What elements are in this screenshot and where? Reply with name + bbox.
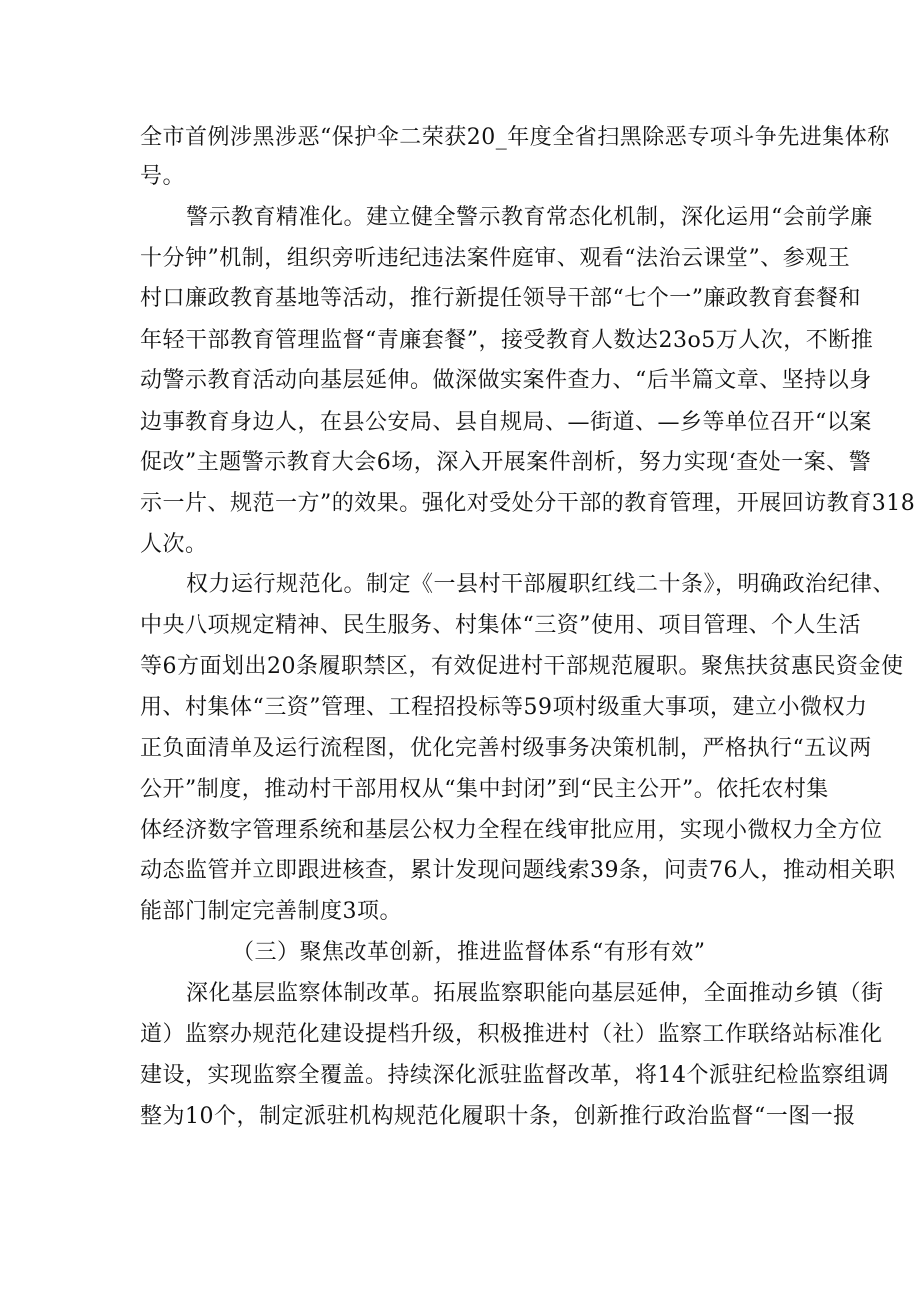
paragraph-line: 建设，实现监察全覆盖。持续深化派驻监督改革，将14个派驻纪检监察组调 — [140, 1063, 889, 1088]
paragraph-line: 等6方面划出20条履职禁区，有效促进村干部规范履职。聚焦扶贫惠民资金使 — [140, 654, 904, 679]
paragraph-line: 公开”制度，推动村干部用权从“集中封闭”到“民主公开”。依托农村集 — [140, 777, 829, 802]
paragraph-line: 边事教育身边人，在县公安局、县自规局、—街道、—乡等单位召开“以案 — [140, 410, 872, 435]
paragraph-line: 村口廉政教育基地等活动，推行新提任领导干部“七个一”廉政教育套餐和 — [140, 286, 861, 311]
paragraph-line: 中央八项规定精神、民生服务、村集体“三资”使用、项目管理、个人生活 — [140, 613, 861, 638]
paragraph-line: 号。 — [140, 164, 186, 189]
paragraph-line: 警示教育精准化。建立健全警示教育常态化机制，深化运用“会前学廉 — [186, 205, 873, 230]
paragraph-line: 动态监管并立即跟进核查，累计发现问题线索39条，问责76人，推动相关职 — [140, 858, 896, 883]
paragraph-line: 深化基层监察体制改革。拓展监察职能向基层延伸，全面推动乡镇（街 — [186, 981, 884, 1006]
paragraph-line: 道）监察办规范化建设提档升级，积极推进村（社）监察工作联络站标准化 — [140, 1022, 883, 1047]
paragraph-line: 权力运行规范化。制定《一县村干部履职红线二十条》，明确政治纪律、 — [186, 572, 896, 597]
paragraph-line: 示一片、规范一方”的效果。强化对受处分干部的教育管理，开展回访教育318 — [140, 491, 916, 516]
paragraph-line: 正负面清单及运行流程图，优化完善村级事务决策机制，严格执行“五议两 — [140, 736, 872, 761]
paragraph-line: 整为10个，制定派驻机构规范化履职十条，创新推行政治监督“一图一报 — [140, 1104, 856, 1129]
section-heading: （三）聚焦改革创新，推进监督体系“有形有效” — [232, 940, 706, 965]
paragraph-line: 十分钟”机制，组织旁听违纪违法案件庭审、观看“法治云课堂”、参观王 — [140, 246, 851, 271]
paragraph-line: 年轻干部教育管理监督“青廉套餐”，接受教育人数达23o5万人次，不断推 — [140, 328, 874, 353]
paragraph-line: 体经济数字管理系统和基层公权力全程在线审批应用，实现小微权力全方位 — [140, 818, 883, 843]
paragraph-line: 能部门制定完善制度3项。 — [140, 899, 402, 924]
paragraph-line: 促改”主题警示教育大会6场，深入开展案件剖析，努力实现‘查处一案、警 — [140, 450, 872, 475]
paragraph-line: 人次。 — [140, 532, 208, 557]
paragraph-line: 动警示教育活动向基层延伸。做深做实案件查力、“后半篇文章、坚持以身 — [140, 368, 872, 393]
paragraph-line: 用、村集体“三资”管理、工程招投标等59项村级重大事项，建立小微权力 — [140, 695, 868, 720]
paragraph-line: 全市首例涉黑涉恶“保护伞二荣获20_年度全省扫黑除恶专项斗争先进集体称 — [140, 125, 890, 150]
